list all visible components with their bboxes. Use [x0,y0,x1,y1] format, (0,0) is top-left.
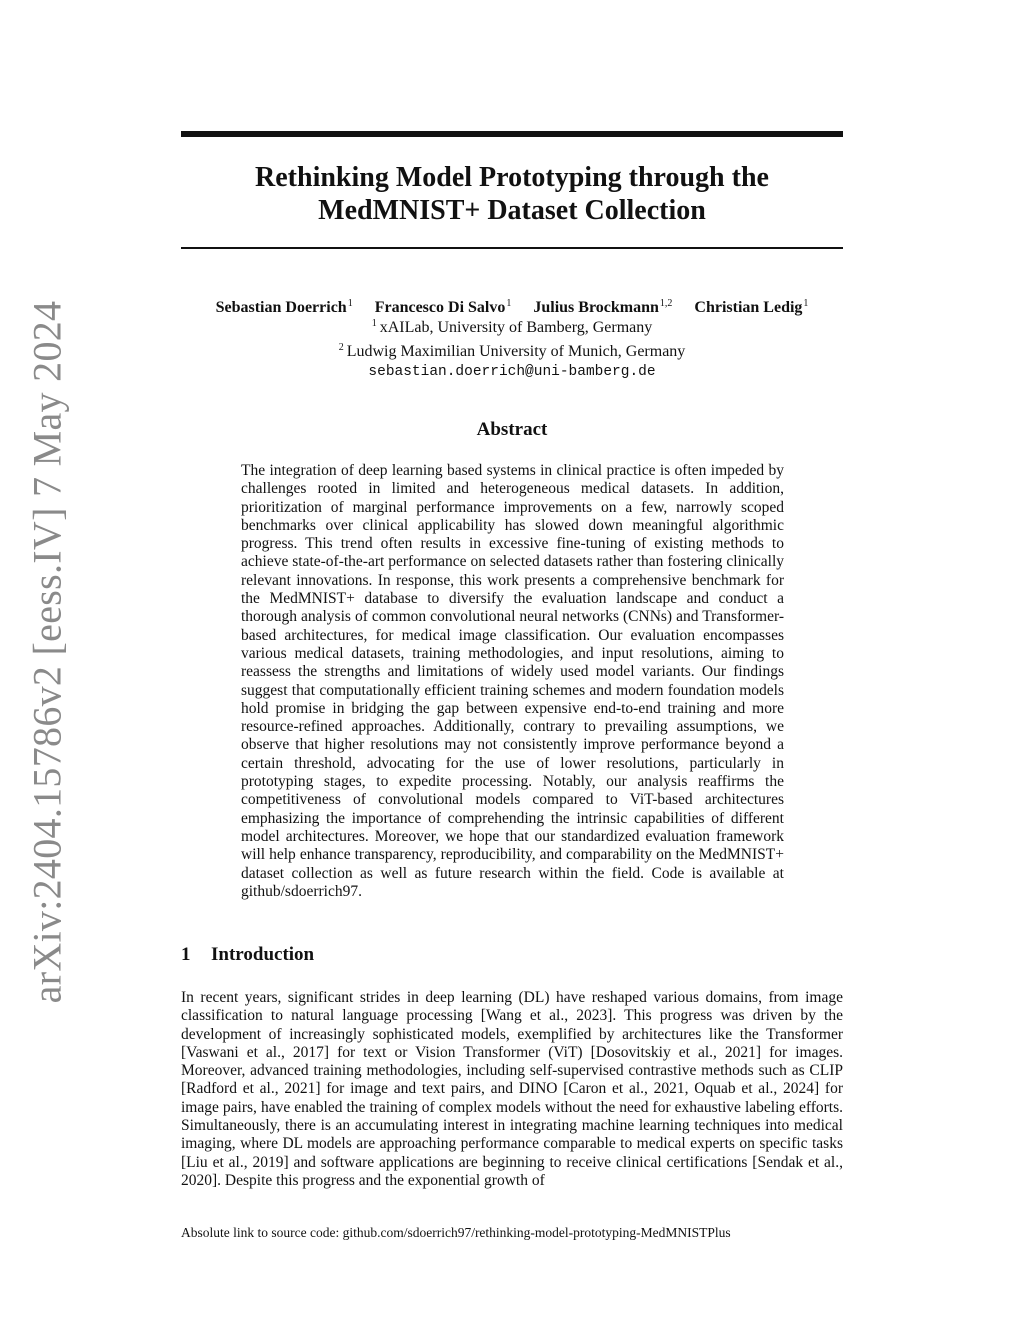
abstract-heading: Abstract [476,419,548,440]
title-line-2: MedMNIST+ Dataset Collection [318,195,706,226]
affiliation-line: $^1$ xAILab, University of Bamberg, Germany [371,318,653,336]
author: Christian Ledig$^1$ [694,298,809,316]
author: Julius Brockmann$^{1,2}$ [533,298,673,316]
section-heading-introduction [181,943,314,967]
title-line-1: Rethinking Model Prototyping through the [255,162,769,193]
author: Sebastian Doerrich$^1$ [215,298,353,316]
introduction-body: In recent years, significant strides in deep learning (DL) have reshaped various domains, from image classification to natural language processing [Wang et al., 2023]. This progress was driven by the development of increasingly sophisticated models, exemplified by architectures like the Transformer [Vaswani et al., 2017] for text or Vision Transformer (ViT) [Dosovitskiy et al., 2021] for images. Moreover, advanced training methodologies, including self-supervised contrastive methods such as CLIP [Radford et al., 2021] for image and text pairs, and DINO [Caron et al., 2021, Oquab et al., 2024] for image pairs, have enabled the training of complex models without the need for exhaustive labeling efforts. Simultaneously, there is an accumulating interest in integrating machine learning techniques into medical imaging, where DL models are approaching performance comparable to medical experts on specific tasks [Liu et al., 2019] and software applications are beginning to receive clinical certifications [Sendak et al., 2020]. Despite this progress and the exponential growth of [181,989,843,1189]
affiliations [181,314,843,382]
abstract-body: The integration of deep learning based systems in clinical practice is often impeded by challenges rooted in limited and heterogeneous medical datasets. In addition, prioritization of marginal performance improvements on a few, narrowly scoped benchmarks over clinical applicability has slowed down meaningful algorithmic progress. This trend often results in excessive fine-tuning of existing methods to achieve state-of-the-art performance on selected datasets rather than fostering clinically relevant innovations. In response, this work presents a comprehensive benchmark for the MedMNIST+ database to diversify the evaluation landscape and conduct a thorough analysis of common convolutional neural networks (CNNs) and Transformer-based architectures, for medical image classification. Our evaluation encompasses various medical datasets, training methodologies, and input resolutions, aiming to reassess the strengths and limitations of widely used model variants. Our findings suggest that computationally efficient training schemes and modern foundation models hold promise in bridging the gap between expensive end-to-end training and more resource-refined approaches. Additionally, contrary to prevailing assumptions, we observe that higher resolutions may not consistently improve performance beyond a certain threshold, advocating for the use of lower resolutions, particularly in prototyping stages, to expedite processing. Notably, our analysis reaffirms the competitiveness of convolutional models compared to ViT-based architectures emphasizing the importance of comprehending the intrinsic capabilities of different model architectures. Moreover, we hope that our standardized evaluation framework will help enhance transparency, reproducibility, and comparability on the MedMNIST+ dataset collection as well as future research within the field. Code is available at github/sdoerrich97. [241,462,784,900]
title-bottom-rule [181,247,843,249]
arxiv-identifier-stamp: arXiv:2404.15786v2 [eess.IV] 7 May 2024 [24,300,70,1004]
paper-title [181,161,843,227]
section-title: Introduction [211,944,315,965]
author-affiliation-mark: 1 [803,298,809,309]
author-affiliation-mark: 1 [506,298,512,309]
author-affiliation-mark: 1,2 [659,298,673,309]
section-number: 1 [181,944,191,965]
author-affiliation-mark: 1 [347,298,353,309]
title-top-rule [181,131,843,137]
contact-email[interactable]: sebastian.doerrich@uni-bamberg.de [368,364,656,380]
footnote: Absolute link to source code: github.com/sdoerrich97/rethinking-model-prototyping-MedMNISTPlus [181,1225,731,1240]
affiliation-line: $^2$ Ludwig Maximilian University of Munich, Germany [338,342,686,360]
author: Francesco Di Salvo$^1$ [374,298,512,316]
